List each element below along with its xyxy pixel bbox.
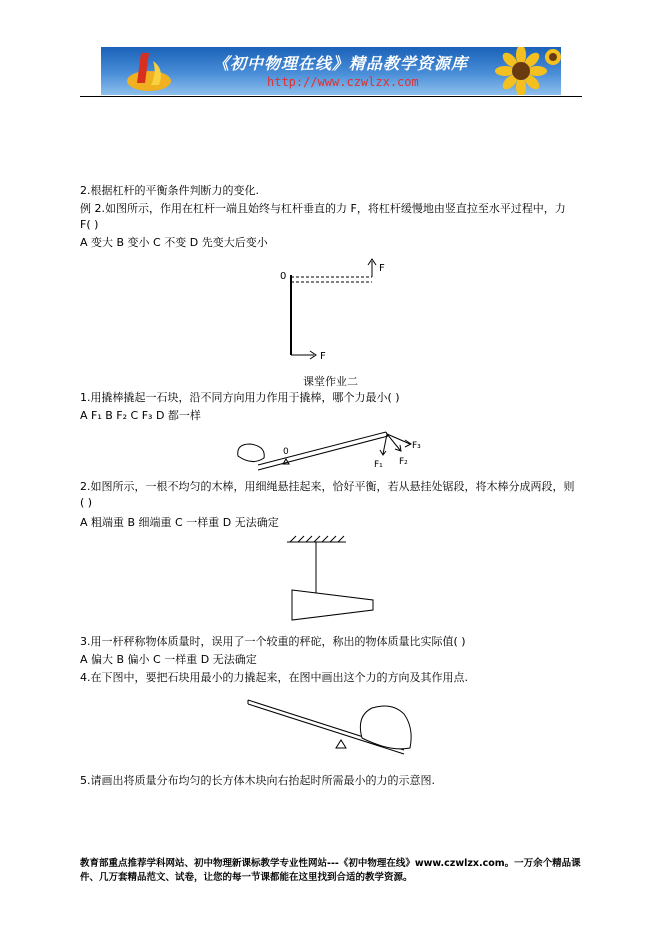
figure-lever-vertical-horizontal [0,255,661,365]
figure-hanging-stick [0,534,661,634]
banner-url[interactable]: http://www.czwlzx.com [267,75,419,89]
header-rule [80,96,582,97]
fig1-force-label-top: F [379,263,385,274]
fig1-force-label-bottom: F [320,351,326,362]
example-2-blank: F( ) [80,218,99,231]
fig4-fulcrum [336,740,346,748]
fig2-rock [238,444,264,462]
example-2-text: 例 2.如图所示，作用在杠杆一端且始终与杠杆垂直的力 F，将杠杆缓慢地由竖直拉至水平过程中，力 [80,202,566,215]
fig2-fulcrum [283,459,289,464]
question-2-text: 2.如图所示，一根不均匀的木棒，用细绳悬挂起来，恰好平衡，若从悬挂处锯段，将木棒分成两段，则 [80,480,575,493]
fig2-crowbar [258,432,386,465]
example-2-options: A 变大 B 变小 C 不变 D 先变大后变小 [80,236,268,249]
sunflower-image [481,47,561,95]
question-2-blank: ( ) [80,496,93,509]
question-3-options: A 偏大 B 偏小 C 一样重 D 无法确定 [80,653,257,666]
question-5-text: 5.请画出将质量分布均匀的长方体木块向右抬起时所需最小的力的示意图. [80,774,435,787]
banner-title: 《初中物理在线》精品教学资源库 [213,54,469,73]
figure-crowbar-rock [0,690,661,760]
question-3-text: 3.用一杆秤称物体质量时，误用了一个较重的秤砣，称出的物体质量比实际值( ) [80,635,466,648]
question-1-options: A F₁ B F₂ C F₃ D 都一样 [80,409,201,422]
fig2-force-f1-label: F₁ [374,460,383,470]
fig3-tapered-stick [292,590,373,620]
fig2-force-f3-label: F₃ [412,441,421,451]
site-logo [119,47,179,95]
question-4-text: 4.在下图中，要把石块用最小的力撬起来，在图中画出这个力的方向及其作用点. [80,671,468,684]
section-2-title: 2.根据杠杆的平衡条件判断力的变化. [80,184,259,197]
homework-heading: 课堂作业二 [303,375,358,388]
header-banner [101,47,561,95]
figure-crowbar-forces [0,418,661,478]
fig1-pivot-label: 0 [280,271,287,282]
question-1-text: 1.用撬棒撬起一石块，沿不同方向用力作用于撬棒，哪个力最小( ) [80,391,400,404]
footer-notice: 教育部重点推荐学科网站、初中物理新课标教学专业性网站---《初中物理在线》www.czwlzx.com。一万余个精品课件、几万套精品范文、试卷，让您的每一节课都能在这里找到合适的教学资源。 [80,858,581,883]
fig2-force-f2-label: F₂ [399,457,408,467]
question-2-options: A 粗端重 B 细端重 C 一样重 D 无法确定 [80,516,279,529]
fig2-pivot-label: 0 [283,447,289,457]
